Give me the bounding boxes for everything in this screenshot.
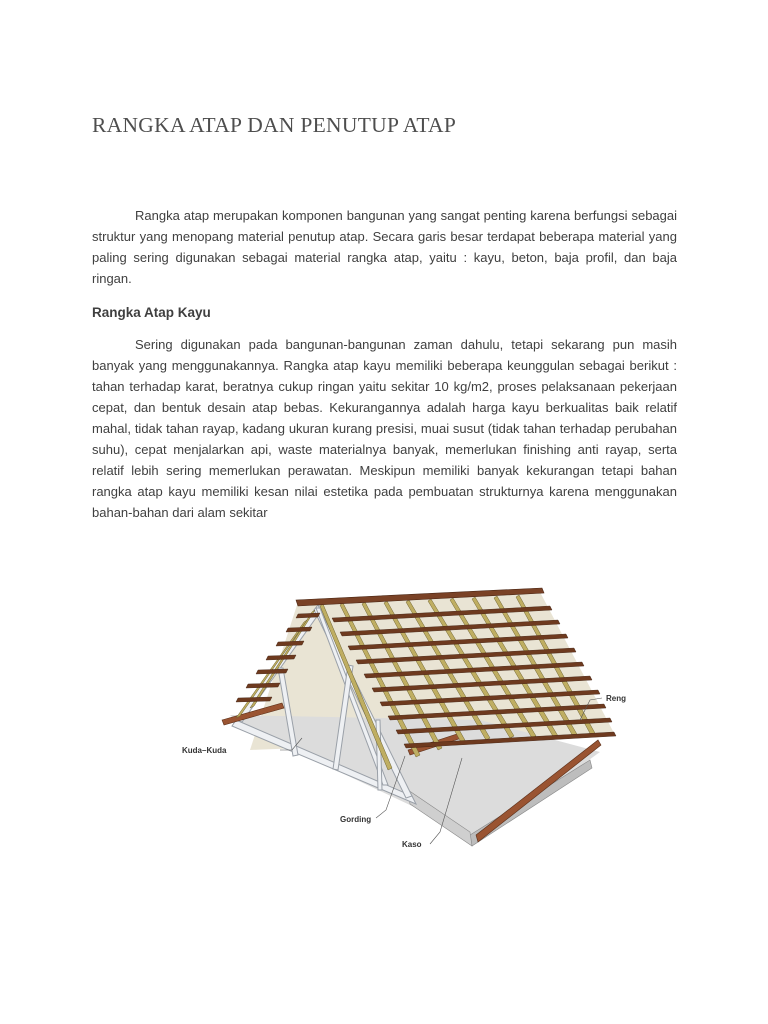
label-kaso: Kaso <box>402 840 422 849</box>
label-gording: Gording <box>340 815 372 824</box>
roof-frame-figure <box>180 570 650 860</box>
roof-frame-illustration <box>180 570 650 860</box>
label-reng: Reng <box>606 694 626 703</box>
label-kuda-kuda: Kuda–Kuda <box>182 746 227 755</box>
page-title: RANGKA ATAP DAN PENUTUP ATAP <box>92 113 457 137</box>
section-heading-kayu: Rangka Atap Kayu <box>92 305 211 320</box>
section-paragraph-kayu: Sering digunakan pada bangunan-bangunan zaman dahulu, tetapi sekarang pun masih banyak yang menggunakannya. Rangka atap kayu memiliki beberapa keunggulan sebagai berikut : tahan terhadap karat, beratnya cukup ringan yaitu sekitar 10 kg/m2, proses pelaksanaan pekerjaan cepat, dan bentuk desain atap bebas. Kekurangannya adalah harga kayu berkualitas baik relatif mahal, tidak tahan rayap, kadang ukuran kurang presisi, muai susut (tidak tahan terhadap perubahan suhu), cepat menjalarkan api, waste materialnya banyak, memerlukan finishing anti rayap, serta relatif lebih sering memerlukan perawatan. Meskipun memiliki banyak kekurangan tetapi bahan rangka atap kayu memiliki kesan nilai estetika pada pembuatan strukturnya karena menggunakan bahan-bahan dari alam sekitar <box>92 337 677 520</box>
intro-paragraph: Rangka atap merupakan komponen bangunan yang sangat penting karena berfungsi sebagai struktur yang menopang material penutup atap. Secara garis besar terdapat beberapa material yang paling sering digunakan sebagai material rangka atap, yaitu : kayu, beton, baja profil, dan baja ringan. <box>92 208 677 286</box>
